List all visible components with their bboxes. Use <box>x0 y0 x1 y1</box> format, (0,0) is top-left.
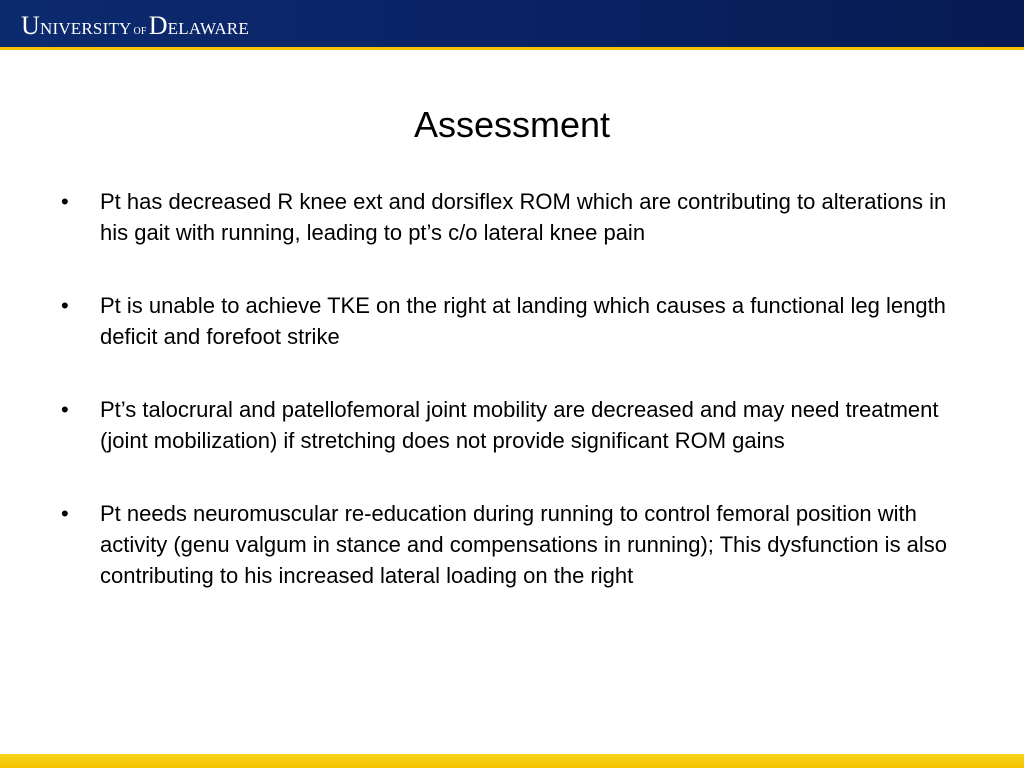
logo-text-elaware: ELAWARE <box>167 19 249 38</box>
bullet-text: Pt has decreased R knee ext and dorsiflex ROM which are contributing to alterations in his gait with running, leading to pt’s c/o lateral knee pain <box>100 189 947 245</box>
bullet-text: Pt’s talocrural and patellofemoral joint mobility are decreased and may need treatment (joint mobilization) if stretching does not provide significant ROM gains <box>100 397 939 453</box>
bullet-text: Pt needs neuromuscular re-education during running to control femoral position with activity (genu valgum in stance and compensations in running); This dysfunction is also contributing to his increased lateral loading on the right <box>100 501 948 588</box>
bullet-list <box>58 186 958 591</box>
university-logo <box>21 11 249 41</box>
bullet-text: Pt is unable to achieve TKE on the right at landing which causes a functional leg length deficit and forefoot strike <box>100 293 946 349</box>
header-band <box>0 0 1024 50</box>
bullet-item <box>58 186 958 248</box>
bullet-marker: • <box>61 397 69 422</box>
bullet-marker: • <box>61 501 69 526</box>
bullet-item <box>58 290 958 352</box>
bullet-marker: • <box>61 293 69 318</box>
logo-letter-u: U <box>21 11 40 40</box>
footer-band <box>0 754 1024 768</box>
logo-text-niversity: NIVERSITY <box>39 19 132 38</box>
bullet-marker: • <box>61 189 69 214</box>
logo-text-of: OF <box>133 26 147 37</box>
logo-letter-d: D <box>148 11 168 40</box>
slide-title: Assessment <box>413 104 611 145</box>
bullet-item <box>58 394 958 456</box>
bullet-item <box>58 498 958 591</box>
